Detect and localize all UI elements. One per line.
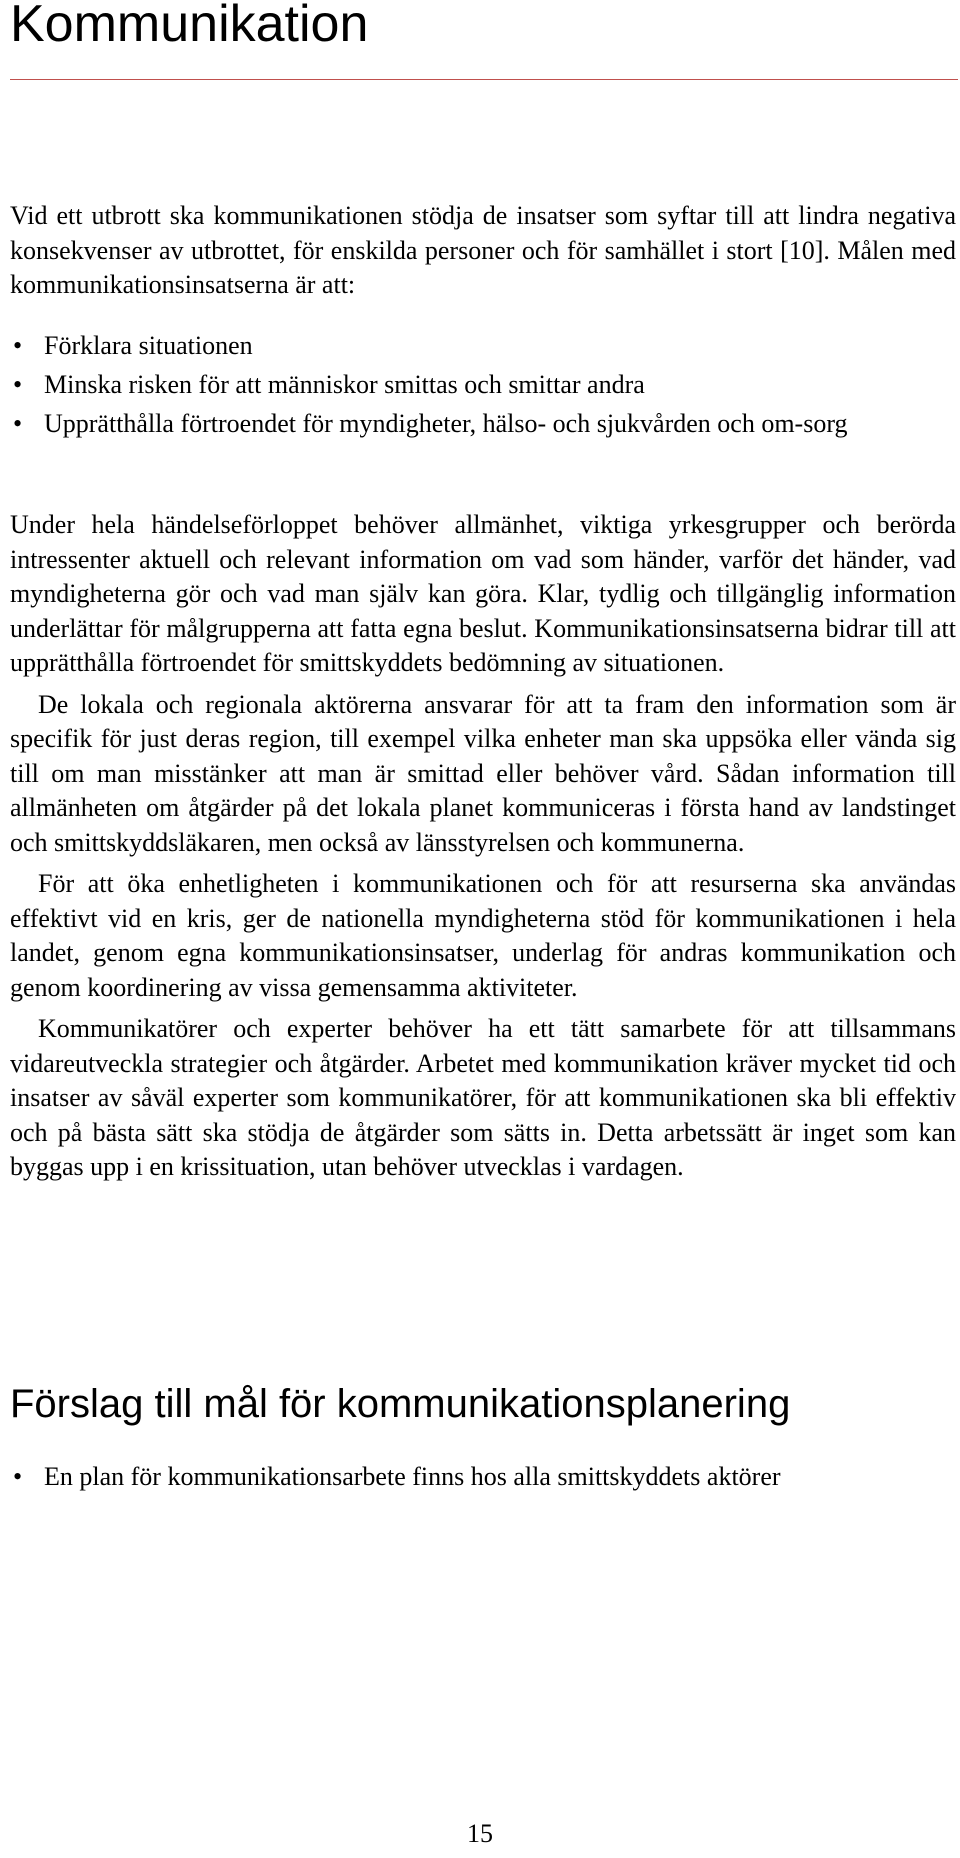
paragraph: Kommunikatörer och experter behöver ha ett tätt samarbete för att tillsammans vidareutveckla strategier och åtgärder. Arbetet med kommunikation kräver mycket tid och insatser av såväl experter som kommunikatörer, för att kommunikationen ska bli effektiv och på bästa sätt ska stödja de åtgärder som sätts in. Detta arbetssätt är inget som kan byggas upp i en krissituation, utan behöver utvecklas i vardagen.	[10, 1014, 956, 1181]
paragraph: För att öka enhetligheten i kommunikationen och för att resurserna ska användas effektivt vid en kris, ger de nationella myndigheterna stöd för kommunikationen i hela landet, genom egna kommunikationsinsatser, underlag för andras kommunikation och genom koordinering av vissa gemensamma aktiviteter.	[10, 869, 956, 1002]
heading-divider	[10, 79, 958, 80]
bullet-icon: •	[13, 370, 23, 399]
page-number: 15	[467, 1819, 493, 1848]
bullet-icon: •	[13, 409, 23, 438]
bullet-icon: •	[13, 1462, 23, 1491]
goals-list	[10, 329, 956, 446]
list-item	[10, 329, 956, 364]
paragraph: De lokala och regionala aktörerna ansvarar för att ta fram den information som är specifik för just deras region, till exempel vilka enheter man ska uppsöka eller vända sig till om man misstänker att man är smittad eller behöver vård. Sådan information till allmänheten om åtgärder på det lokala planet kommuniceras i första hand av landstinget och smittskyddsläkaren, men också av länsstyrelsen och kommunerna.	[10, 689, 956, 857]
body-text	[10, 508, 956, 1185]
list-item-text: Upprätthålla förtroendet för myndigheter, hälso- och sjukvården och om-sorg	[44, 409, 848, 438]
proposals-list	[10, 1460, 956, 1495]
list-item-text: En plan för kommunikationsarbete finns hos alla smittskyddets aktörer	[44, 1462, 781, 1491]
list-item	[10, 407, 956, 442]
intro-paragraph: Vid ett utbrott ska kommunikationen stödja de insatser som syftar till att lindra negativa konsekvenser av utbrottet, för enskilda personer och för samhället i stort [10]. Målen med kommunikationsinsatserna är att:	[10, 201, 956, 299]
list-item	[10, 1460, 956, 1495]
bullet-icon: •	[13, 331, 23, 360]
list-item-text: Förklara situationen	[44, 331, 253, 360]
paragraph: Under hela händelseförloppet behöver allmänhet, viktiga yrkesgrupper och berörda intressenter aktuell och relevant information om vad som händer, varför det händer, vad myndigheterna gör och vad man själv kan göra. Klar, tydlig och tillgänglig information underlättar för målgrupperna att fatta egna beslut. Kommunikationsinsatserna bidrar till att upprätthålla förtroendet för smittskyddets bedömning av situationen.	[10, 510, 956, 677]
section-heading: Kommunikation	[10, 0, 369, 53]
subsection-heading: Förslag till mål för kommunikationsplanering	[10, 1382, 791, 1426]
list-item	[10, 368, 956, 403]
list-item-text: Minska risken för att människor smittas och smittar andra	[44, 370, 645, 399]
document-page	[10, 0, 956, 1858]
